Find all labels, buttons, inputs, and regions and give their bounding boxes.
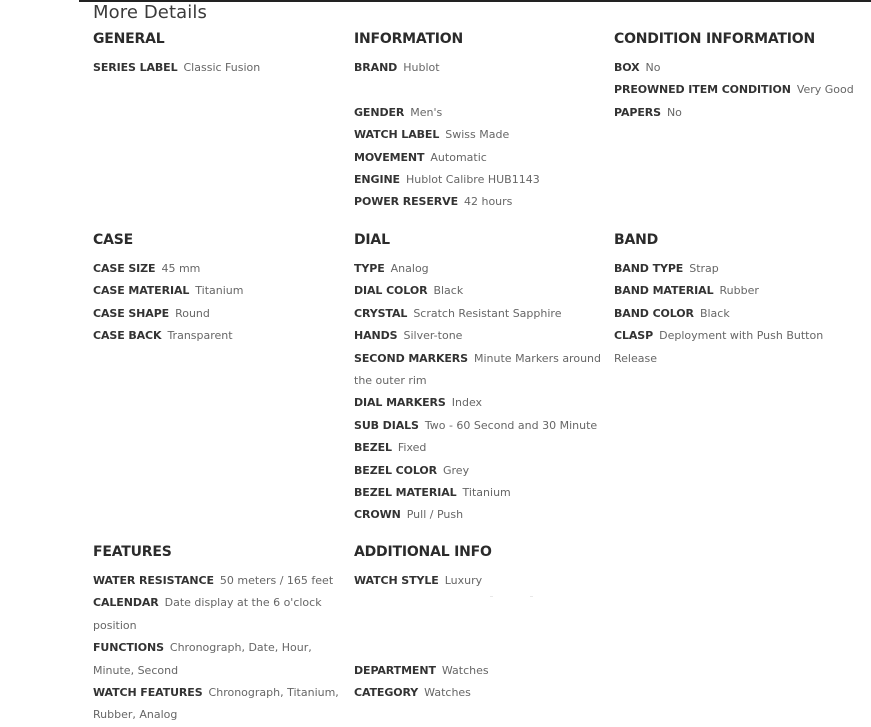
detail-key: BAND MATERIAL [614, 284, 714, 298]
detail-row-calendar [93, 592, 348, 637]
detail-value: Titanium [462, 486, 511, 500]
detail-value: Date display at the 6 o'clock position [93, 596, 322, 632]
detail-key: DEPARTMENT [354, 663, 436, 677]
detail-key: SECOND MARKERS [354, 351, 468, 365]
detail-value: Fixed [397, 441, 427, 455]
detail-value: 42 hours [463, 195, 513, 209]
detail-key: BAND COLOR [614, 306, 694, 320]
detail-row-bezel-color [354, 460, 604, 482]
detail-row-preowned-condition [614, 79, 864, 101]
detail-row-case-material [93, 280, 348, 302]
detail-row-watch-features [93, 682, 348, 727]
detail-row-crystal [354, 303, 604, 325]
detail-row-band-type [614, 258, 866, 280]
detail-value: Deployment with Push Button Release [614, 329, 824, 365]
detail-value: Men's [410, 105, 443, 119]
section-band [614, 231, 866, 370]
section-condition-information [614, 30, 864, 124]
detail-row-sub-dials [354, 415, 604, 437]
detail-row-hands [354, 325, 604, 347]
detail-row-dial-color [354, 280, 604, 302]
detail-value: Rubber [719, 284, 759, 298]
detail-row-crown [354, 504, 604, 526]
section-title-general: GENERAL [93, 31, 165, 47]
section-title-information: INFORMATION [354, 31, 464, 47]
detail-row-case-shape [93, 303, 348, 325]
detail-row-case-size [93, 258, 348, 280]
detail-key: CRYSTAL [354, 306, 408, 320]
detail-key: CASE BACK [93, 329, 162, 343]
render-artifact [530, 596, 533, 597]
detail-value: No [645, 61, 661, 74]
detail-row-series-label [93, 57, 348, 79]
detail-value: Round [175, 306, 210, 320]
detail-key: POWER RESERVE [354, 195, 458, 209]
detail-key: BOX [614, 61, 640, 74]
detail-value: Transparent [167, 329, 233, 343]
detail-value: Black [699, 306, 730, 320]
detail-key: CASE SHAPE [93, 306, 170, 320]
section-title-additional: ADDITIONAL INFO [354, 544, 492, 560]
detail-value: Chronograph, Titanium, Rubber, Analog [93, 686, 339, 722]
detail-key: CLASP [614, 329, 654, 343]
detail-key: TYPE [354, 262, 385, 275]
detail-key: BEZEL COLOR [354, 463, 437, 477]
detail-key: MOVEMENT [354, 150, 425, 164]
detail-key: CROWN [354, 508, 401, 522]
detail-value: Scratch Resistant Sapphire [413, 306, 562, 320]
detail-row-engine [354, 169, 609, 191]
detail-key: WATER RESISTANCE [93, 574, 214, 587]
detail-row-watch-style [354, 570, 609, 592]
detail-value: Hublot [403, 61, 440, 74]
detail-row-functions [93, 637, 348, 682]
detail-value: Titanium [195, 284, 244, 298]
detail-key: BRAND [354, 61, 398, 74]
detail-row-papers [614, 102, 864, 124]
section-title-features: FEATURES [93, 544, 172, 560]
detail-key: WATCH LABEL [354, 128, 440, 142]
detail-value: 50 meters / 165 feet [219, 574, 334, 587]
detail-value: Grey [443, 463, 470, 477]
detail-key: CALENDAR [93, 596, 159, 610]
detail-key: BEZEL MATERIAL [354, 486, 457, 500]
detail-row-category [354, 682, 609, 704]
detail-row-water-resistance [93, 570, 348, 592]
section-title-band: BAND [614, 232, 659, 248]
detail-key: DIAL COLOR [354, 284, 428, 298]
detail-value: Minute Markers around the outer rim [354, 351, 601, 388]
detail-key: WATCH STYLE [354, 574, 439, 587]
detail-value: Luxury [444, 574, 483, 587]
detail-value: Chronograph, Date, Hour, Minute, Second [93, 641, 312, 677]
detail-key: CASE MATERIAL [93, 284, 190, 298]
detail-value: Black [433, 284, 464, 298]
detail-key: HANDS [354, 329, 398, 343]
section-information [354, 30, 609, 214]
page-title: More Details [93, 2, 207, 23]
detail-value: Index [451, 396, 483, 410]
detail-row-brand [354, 57, 609, 79]
detail-row-department [354, 660, 609, 682]
section-title-condition: CONDITION INFORMATION [614, 31, 816, 47]
detail-value: Watches [441, 663, 489, 677]
detail-row-band-material [614, 280, 866, 302]
detail-row-watch-label [354, 124, 609, 146]
section-title-dial: DIAL [354, 232, 390, 248]
detail-key: CASE SIZE [93, 262, 156, 275]
detail-row-band-color [614, 303, 866, 325]
section-dial [354, 231, 604, 527]
detail-value: Classic Fusion [183, 61, 261, 74]
row-spacer [354, 79, 609, 101]
row-spacer [354, 592, 609, 614]
detail-key: ENGINE [354, 173, 400, 187]
detail-value: 45 mm [161, 262, 201, 275]
section-case [93, 231, 348, 348]
detail-key: DIAL MARKERS [354, 396, 446, 410]
detail-value: Silver-tone [403, 329, 463, 343]
detail-row-case-back [93, 325, 348, 347]
detail-value: Strap [689, 262, 719, 275]
detail-row-power-reserve [354, 191, 609, 213]
detail-row-bezel [354, 437, 604, 459]
detail-value: Very Good [796, 83, 854, 97]
detail-row-second-markers [354, 348, 604, 393]
detail-row-clasp [614, 325, 866, 370]
detail-row-box [614, 57, 864, 79]
detail-value: No [666, 105, 682, 119]
detail-row-type [354, 258, 604, 280]
detail-key: SUB DIALS [354, 418, 419, 432]
section-title-case: CASE [93, 232, 133, 248]
detail-row-bezel-material [354, 482, 604, 504]
detail-value: Pull / Push [406, 508, 464, 522]
detail-key: CATEGORY [354, 685, 419, 699]
detail-row-movement [354, 147, 609, 169]
render-artifact [490, 596, 493, 597]
detail-key: PAPERS [614, 105, 661, 119]
detail-value: Automatic [430, 150, 487, 164]
detail-key: SERIES LABEL [93, 61, 178, 74]
detail-key: FUNCTIONS [93, 641, 164, 655]
detail-row-gender [354, 102, 609, 124]
detail-key: BEZEL [354, 441, 392, 455]
detail-value: Two - 60 Second and 30 Minute [424, 418, 598, 432]
detail-key: WATCH FEATURES [93, 686, 203, 700]
detail-value: Watches [424, 685, 471, 699]
section-features [93, 543, 348, 727]
detail-value: Analog [390, 262, 429, 275]
detail-key: GENDER [354, 105, 405, 119]
section-additional-info [354, 543, 609, 704]
row-spacer [354, 637, 609, 659]
row-spacer [354, 615, 609, 637]
detail-row-dial-markers [354, 392, 604, 414]
detail-key: PREOWNED ITEM CONDITION [614, 83, 791, 97]
detail-value: Swiss Made [445, 128, 510, 142]
section-general [93, 30, 348, 79]
detail-value: Hublot Calibre HUB1143 [405, 173, 540, 187]
detail-key: BAND TYPE [614, 262, 684, 275]
